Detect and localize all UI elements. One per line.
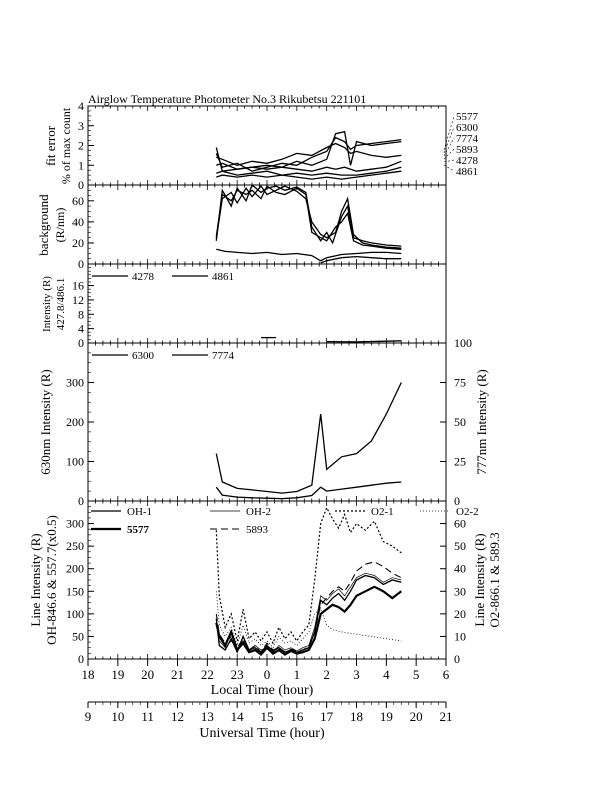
legend-label-5893: 5893 xyxy=(246,524,268,536)
y-tick-label: 0 xyxy=(78,652,84,666)
y-tick-label: 300 xyxy=(66,516,84,531)
figure-title: Airglow Temperature Photometer No.3 Rikubetsu 221101 xyxy=(88,92,367,106)
y-tick-label: 0 xyxy=(78,336,84,350)
y-tick-label: 100 xyxy=(66,454,84,469)
y-tick-label: 0 xyxy=(78,257,84,271)
local-time-tick-label: 3 xyxy=(353,667,360,682)
side-label-5893: 5893 xyxy=(456,144,478,156)
legend-label-7774: 7774 xyxy=(212,350,234,362)
side-label-5577: 5577 xyxy=(456,111,478,123)
y-tick-label: 3 xyxy=(78,118,84,133)
fit-error-ylabel2: % of max count xyxy=(59,107,73,185)
y-tick-label: 4 xyxy=(78,99,84,113)
series-line-background-d xyxy=(216,249,401,260)
side-label-4861: 4861 xyxy=(456,166,478,178)
ut-tick-label: 21 xyxy=(439,709,453,724)
legend-label-5577: 5577 xyxy=(127,524,149,536)
ut-tick-label: 9 xyxy=(84,709,92,724)
y-tick-label: 200 xyxy=(66,561,84,576)
ut-tick-label: 14 xyxy=(230,709,244,724)
line-intensity-ylabel: Line Intensity (R) xyxy=(28,533,43,627)
local-time-tick-label: 6 xyxy=(442,667,450,682)
y-right-tick-label: 10 xyxy=(454,629,466,644)
background-ylabel: background xyxy=(36,194,51,256)
series-line-fit-error-7774 xyxy=(216,144,401,166)
y-right-tick-label: 40 xyxy=(454,561,466,576)
y-right-tick-label: 25 xyxy=(454,454,466,469)
legend-label-O2-1: O2-1 xyxy=(371,506,394,518)
axes-layer xyxy=(66,99,472,724)
legend-label-OH-1: OH-1 xyxy=(127,506,153,518)
y-tick-label: 250 xyxy=(66,539,84,554)
ut-axis-title: Universal Time (hour) xyxy=(199,726,325,741)
legend-label-OH-2: OH-2 xyxy=(246,506,272,518)
y-right-tick-label: 50 xyxy=(454,539,466,554)
y-right-tick-label: 100 xyxy=(454,336,472,350)
series-line-background-e xyxy=(321,257,402,263)
fit-error-panel xyxy=(88,106,446,185)
red-intensity-panel xyxy=(88,343,446,501)
y-tick-label: 1 xyxy=(78,158,84,173)
local-time-tick-label: 4 xyxy=(383,667,390,682)
blue-intensity-ylabel2: 427.8/486.1 xyxy=(55,277,67,331)
series-line-fit-error-5577 xyxy=(216,132,401,172)
y-tick-label: 12 xyxy=(72,292,84,307)
y-right-tick-label: 0 xyxy=(454,494,460,508)
fit-error-ylabel: fit error xyxy=(43,125,58,167)
ut-tick-label: 18 xyxy=(350,709,363,724)
red-intensity-ylabel: 630nm Intensity (R) xyxy=(38,369,53,475)
side-label-4278: 4278 xyxy=(456,155,478,167)
line-intensity-ylabel-right: Line Intensity (R) xyxy=(472,533,487,627)
local-time-tick-label: 21 xyxy=(171,667,184,682)
local-time-axis-title: Local Time (hour) xyxy=(210,683,314,698)
ut-tick-label: 20 xyxy=(409,709,423,724)
y-tick-label: 60 xyxy=(72,193,84,208)
series-line-red-intensity-6300 xyxy=(216,482,401,499)
y-tick-label: 4 xyxy=(78,321,84,336)
ut-tick-label: 10 xyxy=(111,709,125,724)
local-time-tick-label: 23 xyxy=(230,667,244,682)
background-ylabel2: (R/nm) xyxy=(53,207,67,243)
local-time-tick-label: 5 xyxy=(412,667,420,682)
local-time-tick-label: 18 xyxy=(81,667,95,682)
y-tick-label: 8 xyxy=(78,307,84,322)
ut-tick-label: 15 xyxy=(260,709,274,724)
series-line-line-intensity-5577 xyxy=(216,587,401,655)
y-tick-label: 2 xyxy=(78,138,84,153)
y-tick-label: 300 xyxy=(66,375,84,390)
local-time-tick-label: 2 xyxy=(323,667,330,682)
y-tick-label: 0 xyxy=(78,494,84,508)
y-right-tick-label: 0 xyxy=(454,652,460,666)
y-tick-label: 0 xyxy=(78,178,84,192)
y-right-tick-label: 50 xyxy=(454,415,466,429)
data-layer xyxy=(216,132,401,655)
line-intensity-ylabel-right2: O2-866.1 & 589.3 xyxy=(487,532,502,628)
legend-label-6300: 6300 xyxy=(132,350,154,362)
ut-tick-label: 13 xyxy=(200,709,214,724)
y-tick-label: 40 xyxy=(72,214,84,229)
legend-label-O2-2: O2-2 xyxy=(456,506,479,518)
ut-tick-label: 12 xyxy=(171,709,184,724)
side-label-7774: 7774 xyxy=(456,133,478,145)
ut-tick-label: 16 xyxy=(290,709,304,724)
y-right-tick-label: 30 xyxy=(454,584,466,599)
local-time-tick-label: 1 xyxy=(293,667,301,682)
y-right-tick-label: 75 xyxy=(454,375,466,390)
series-line-background-c xyxy=(216,186,401,249)
blue-intensity-ylabel: Intensity (R) xyxy=(41,276,53,332)
series-line-red-intensity-7774 xyxy=(216,383,401,494)
y-tick-label: 50 xyxy=(72,629,84,644)
y-tick-label: 16 xyxy=(72,278,84,293)
local-time-tick-label: 20 xyxy=(141,667,155,682)
series-line-line-intensity-OH-2 xyxy=(216,573,401,652)
ut-tick-label: 19 xyxy=(379,709,393,724)
legend-label-4278: 4278 xyxy=(132,271,154,283)
ut-tick-label: 17 xyxy=(320,709,334,724)
y-tick-label: 200 xyxy=(66,415,84,429)
line-intensity-ylabel2: OH-846.6 & 557.7(x0.5) xyxy=(44,515,59,645)
local-time-tick-label: 0 xyxy=(263,667,271,682)
ut-tick-label: 11 xyxy=(141,709,154,724)
side-label-6300: 6300 xyxy=(456,122,478,134)
local-time-tick-label: 19 xyxy=(111,667,125,682)
red-intensity-ylabel-right: 777nm Intensity (R) xyxy=(474,369,489,475)
y-right-tick-label: 60 xyxy=(454,516,466,531)
legend-label-4861: 4861 xyxy=(212,271,234,283)
local-time-tick-label: 22 xyxy=(200,667,214,682)
y-right-tick-label: 20 xyxy=(454,606,466,621)
y-tick-label: 20 xyxy=(72,235,84,250)
y-tick-label: 100 xyxy=(66,606,84,621)
y-tick-label: 150 xyxy=(66,584,84,599)
